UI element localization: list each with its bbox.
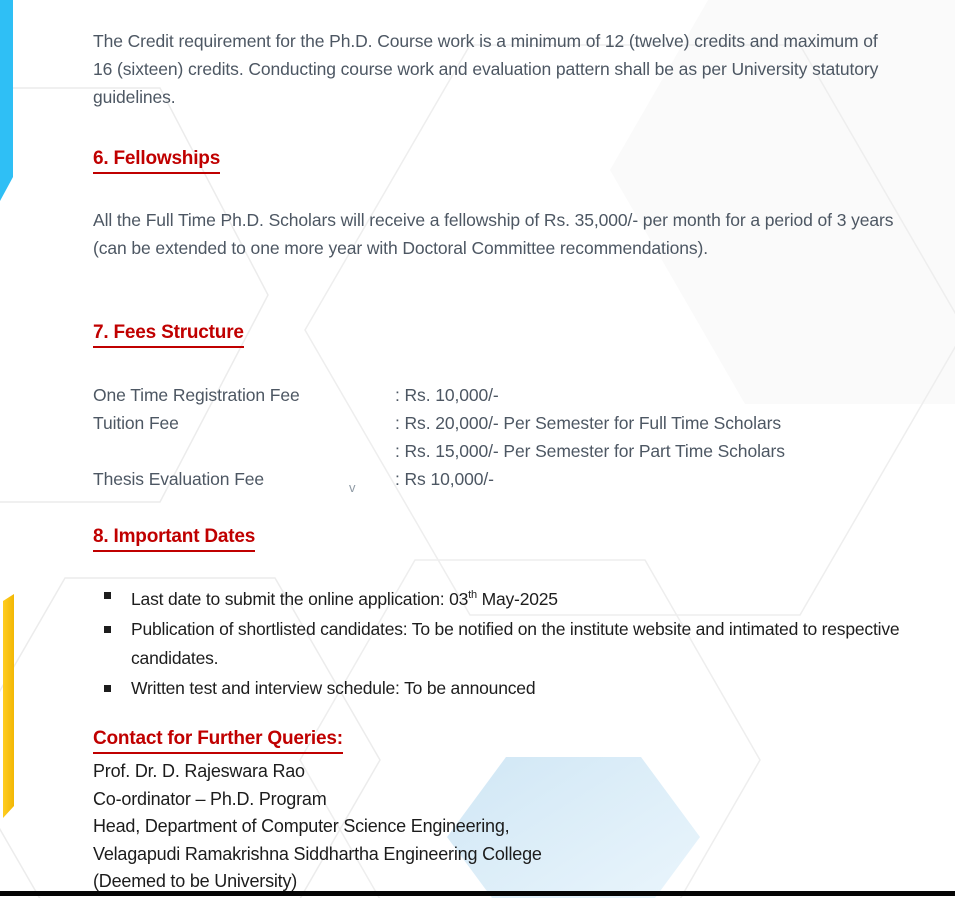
list-item (104, 674, 910, 703)
contact-details (93, 758, 542, 896)
fee-label: Tuition Fee (93, 413, 179, 433)
fee-row-thesis-evaluation (93, 465, 903, 493)
bullet-text: Written test and interview schedule: To be announced (131, 678, 536, 698)
superscript-th: th (468, 589, 477, 601)
fee-value: : Rs. 20,000/- Per Semester for Full Time Scholars (395, 413, 781, 433)
fellowships-paragraph: All the Full Time Ph.D. Scholars will receive a fellowship of Rs. 35,000/- per month for a period of 3 years (can be extended to one more year with Doctoral Committee recommendations). (93, 210, 894, 258)
fee-value: : Rs. 10,000/- (395, 385, 499, 405)
fellowships-heading (93, 148, 220, 174)
fees-structure-heading-text: 7. Fees Structure (93, 322, 244, 348)
important-dates-heading-text: 8. Important Dates (93, 526, 255, 552)
fee-row-tuition-part-time (93, 437, 903, 465)
contact-role: Co-ordinator – Ph.D. Program (93, 788, 327, 809)
important-dates-list (104, 581, 910, 704)
list-item (104, 615, 910, 673)
stray-v-mark: v (349, 480, 356, 495)
contact-college: Velagapudi Ramakrishna Siddhartha Engineering College (93, 843, 542, 864)
contact-university-status: (Deemed to be University) (93, 871, 298, 892)
fee-row-registration (93, 381, 903, 409)
important-dates-heading (93, 526, 255, 552)
bullet-text: Publication of shortlisted candidates: To be notified on the institute website and intimated to respective candidates. (131, 619, 900, 668)
fee-label: Thesis Evaluation Fee (93, 469, 265, 489)
blue-accent-bar (0, 0, 13, 201)
fellowships-heading-text: 6. Fellowships (93, 148, 220, 174)
list-item (104, 581, 910, 614)
yellow-accent-bar (3, 594, 14, 818)
bullet-text: Last date to submit the online application: 03th May-2025 (131, 589, 558, 609)
fee-value: : Rs. 15,000/- Per Semester for Part Time Scholars (395, 441, 785, 461)
bottom-border-line (0, 891, 955, 896)
square-bullet-icon (104, 592, 111, 599)
fee-value: : Rs 10,000/- (395, 469, 494, 489)
contact-department: Head, Department of Computer Science Engineering, (93, 816, 510, 837)
square-bullet-icon (104, 626, 111, 633)
fee-row-tuition (93, 409, 903, 437)
fee-label: One Time Registration Fee (93, 385, 300, 405)
fees-structure-heading (93, 322, 244, 348)
fee-label (93, 437, 395, 465)
fees-table (93, 381, 903, 493)
square-bullet-icon (104, 685, 111, 692)
contact-heading-text: Contact for Further Queries: (93, 728, 343, 754)
contact-name: Prof. Dr. D. Rajeswara Rao (93, 761, 305, 781)
contact-heading (93, 728, 343, 754)
credit-requirement-paragraph: The Credit requirement for the Ph.D. Course work is a minimum of 12 (twelve) credits and maximum of 16 (sixteen) credits. Conducting course work and evaluation pattern shall be as per University statutory guidelines. (93, 31, 879, 107)
